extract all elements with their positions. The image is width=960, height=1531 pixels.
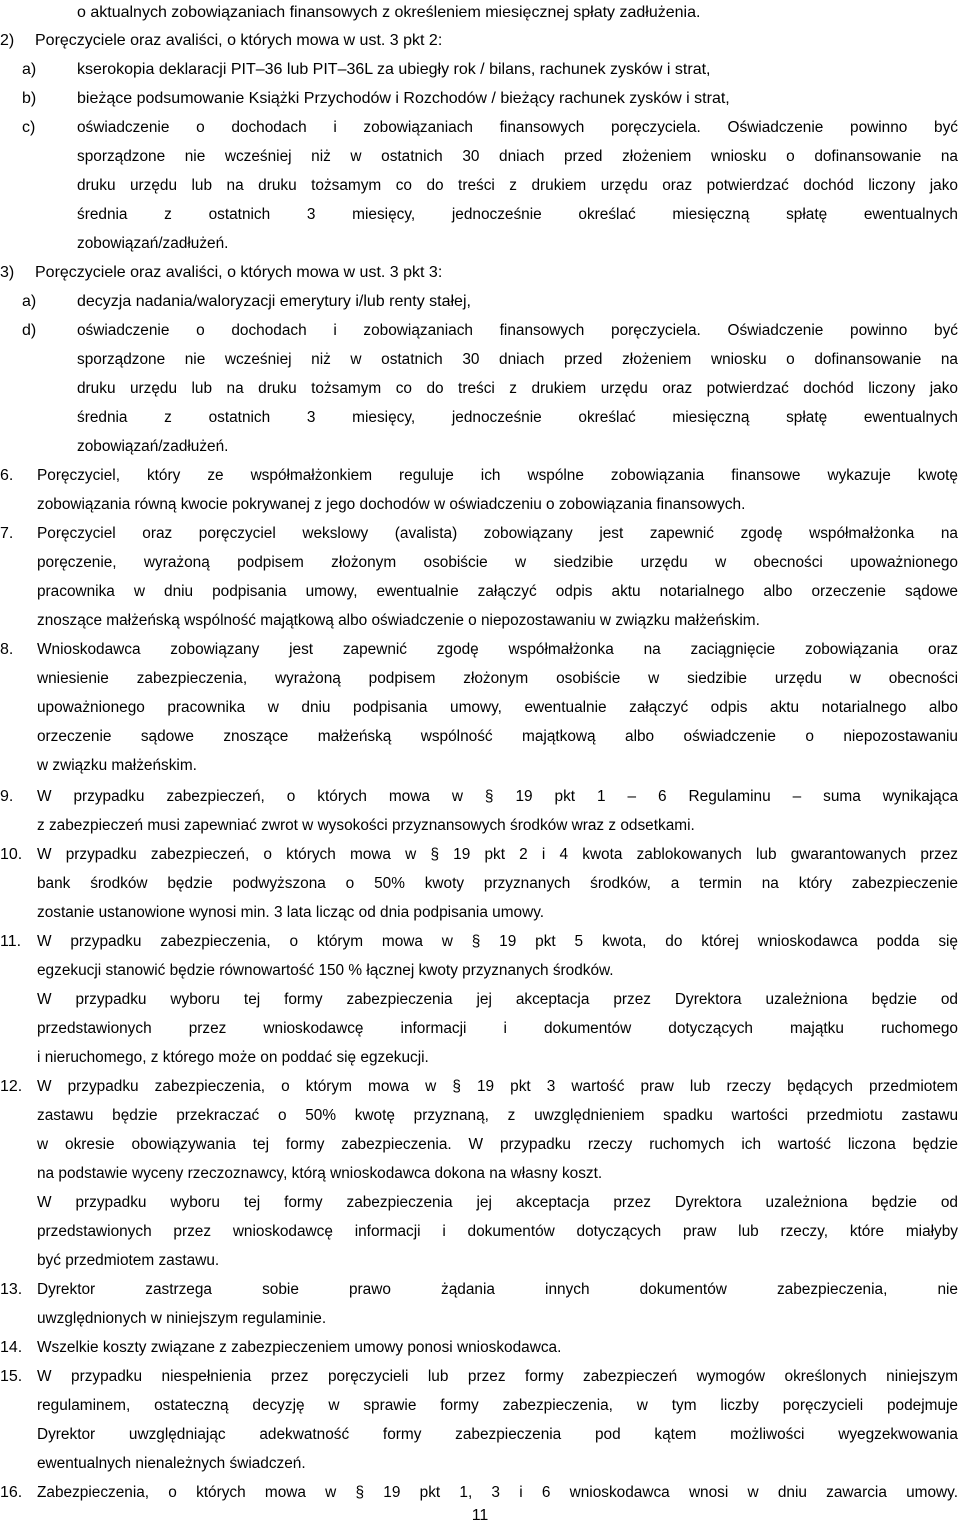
text-line: orzeczenie sądowe znoszące małżeńską wspólność majątkową albo oświadczenie o niepozostawaniu: [37, 728, 958, 745]
text-line: W przypadku wyboru tej formy zabezpieczenia jej akceptacja przez Dyrektora uzależniona będzie od: [37, 991, 958, 1008]
text-line: Dyrektor uwzględniając adekwatność formy zabezpieczenia pod kątem możliwości wyegzekwowania: [37, 1426, 958, 1443]
paragraph-text: [77, 287, 597, 316]
paragraph-text: [37, 840, 958, 927]
paragraph-text: [37, 519, 958, 635]
list-label: 9.: [0, 788, 14, 805]
list-label: b): [22, 90, 37, 107]
text-line: uwzględnionych w niniejszym regulaminie.: [37, 1310, 327, 1327]
list-label: a): [22, 293, 37, 310]
text-line: Poręczyciel, który ze współmałżonkiem reguluje ich wspólne zobowiązania finansowe wykazuje kwotę: [37, 467, 958, 484]
text-line: kserokopia deklaracji PIT–36 lub PIT–36L za ubiegły rok / bilans, rachunek zysków i strat,: [77, 61, 711, 78]
text-line: Poręczyciele oraz avaliści, o których mowa w ust. 3 pkt 3:: [35, 264, 443, 281]
page-number: 11: [471, 1507, 489, 1524]
paragraph-text: [77, 0, 807, 27]
text-line: zobowiązań/zadłużeń.: [77, 235, 229, 252]
text-line: regulaminem, ostateczną decyzję w sprawie formy zabezpieczenia, w tym liczby poręczycieli podejmuje: [37, 1397, 958, 1414]
list-label: 6.: [0, 467, 14, 484]
paragraph-text: [77, 316, 958, 461]
text-line: przedstawionych przez wnioskodawcę informacji i dokumentów dotyczących praw lub rzeczy, które miałyby: [37, 1223, 958, 1240]
text-line: pracownika w dniu podpisania umowy, ewentualnie załączyć odpis aktu notarialnego albo orzeczenie sądowe: [37, 583, 958, 600]
paragraph-text: [77, 84, 897, 113]
text-line: upoważnionego pracownika w dniu podpisania umowy, ewentualnie załączyć odpis aktu notarialnego albo: [37, 699, 958, 716]
list-label: 13.: [0, 1281, 23, 1298]
list-label: 8.: [0, 641, 14, 658]
list-label: 3): [0, 264, 15, 281]
paragraph-text: [77, 113, 958, 258]
text-line: zastawu będzie przekraczać o 50% kwotę przyznaną, z uwzględnieniem spadku wartości przedmiotu zastawu: [37, 1107, 958, 1124]
list-label: 16.: [0, 1484, 23, 1501]
list-label: 11.: [0, 933, 22, 950]
text-line: W przypadku wyboru tej formy zabezpieczenia jej akceptacja przez Dyrektora uzależniona będzie od: [37, 1194, 958, 1211]
text-line: egzekucji stanowić będzie równowartość 150 % łącznej kwoty przyznanych środków.: [37, 962, 614, 979]
text-line: być przedmiotem zastawu.: [37, 1252, 220, 1269]
text-line: W przypadku zabezpieczenia, o którym mowa w § 19 pkt 5 kwota, do której wnioskodawca podda się: [37, 933, 958, 950]
text-line: druku urzędu lub na druku tożsamym co do treści z drukiem urzędu oraz potwierdzać dochód liczony jako: [77, 380, 958, 397]
text-line: Zabezpieczenia, o których mowa w § 19 pkt 1, 3 i 6 wnioskodawca wnosi w dniu zawarcia umowy.: [37, 1484, 958, 1501]
text-line: i nieruchomego, z którego może on poddać się egzekucji.: [37, 1049, 429, 1066]
list-label: a): [22, 61, 37, 78]
paragraph-text: [37, 1072, 958, 1275]
paragraph-text: [37, 1333, 737, 1362]
text-line: poręczenie, wyrażoną podpisem złożonym osobiście w siedzibie urzędu w obecności upoważnionego: [37, 554, 958, 571]
text-line: o aktualnych zobowiązaniach finansowych z określeniem miesięcznej spłaty zadłużenia.: [77, 4, 701, 21]
paragraph-text: [37, 461, 958, 519]
text-line: Poręczyciel oraz poręczyciel wekslowy (avalista) zobowiązany jest zapewnić zgodę współmałżonka na: [37, 525, 958, 542]
text-line: zobowiązań/zadłużeń.: [77, 438, 229, 455]
list-label: 10.: [0, 846, 23, 863]
paragraph-text: [37, 635, 958, 780]
text-line: W przypadku zabezpieczenia, o którym mowa w § 19 pkt 3 wartość praw lub rzeczy będących przedmiotem: [37, 1078, 958, 1095]
text-line: w okresie obowiązywania tej formy zabezpieczenia. W przypadku rzeczy ruchomych ich wartość liczona będzie: [37, 1136, 958, 1153]
text-line: oświadczenie o dochodach i zobowiązaniach finansowych poręczyciela. Oświadczenie powinno być: [77, 322, 958, 339]
text-line: przedstawionych przez wnioskodawcę informacji i dokumentów dotyczących majątku ruchomego: [37, 1020, 958, 1037]
text-line: W przypadku niespełnienia przez poręczycieli lub przez formy zabezpieczeń wymogów określonych niniejszym: [37, 1368, 958, 1385]
text-line: decyzja nadania/waloryzacji emerytury i/lub renty stałej,: [77, 293, 471, 310]
text-line: Wszelkie koszty związane z zabezpieczeniem umowy ponosi wnioskodawca.: [37, 1339, 562, 1356]
list-label: 12.: [0, 1078, 23, 1095]
list-label: 15.: [0, 1368, 23, 1385]
paragraph-text: [37, 1362, 958, 1478]
text-line: zostanie ustanowione wynosi min. 3 lata licząc od dnia podpisania umowy.: [37, 904, 545, 921]
list-label: 2): [0, 32, 15, 49]
text-line: sporządzone nie wcześniej niż w ostatnich 30 dniach przed złożeniem wniosku o dofinansowanie na: [77, 148, 958, 165]
text-line: z zabezpieczeń musi zapewniać zwrot w wysokości przyznansowych środków wraz z odsetkami.: [37, 817, 695, 834]
paragraph-text: [37, 1275, 958, 1333]
paragraph-text: [37, 782, 958, 840]
text-line: na podstawie wyceny rzeczoznawcy, którą wnioskodawca dokona na własny koszt.: [37, 1165, 603, 1182]
text-line: w związku małżeńskim.: [37, 757, 197, 774]
text-line: Dyrektor zastrzega sobie prawo żądania innych dokumentów zabezpieczenia, nie: [37, 1281, 958, 1298]
text-line: W przypadku zabezpieczeń, o których mowa w § 19 pkt 1 – 6 Regulaminu – suma wynikająca: [37, 788, 958, 805]
text-line: ewentualnych nienależnych świadczeń.: [37, 1455, 306, 1472]
list-label: 7.: [0, 525, 14, 542]
paragraph-text: [35, 26, 535, 55]
text-line: zobowiązania równą kwocie pokrywanej z jego dochodów w oświadczeniu o zobowiązania finansowych.: [37, 496, 746, 513]
text-line: Wnioskodawca zobowiązany jest zapewnić zgodę współmałżonka na zaciągnięcie zobowiązania oraz: [37, 641, 958, 658]
text-line: znoszące małżeńską wspólność majątkową albo oświadczenie o niepozostawaniu w związku małżeńskim.: [37, 612, 760, 629]
paragraph-text: [37, 1478, 958, 1507]
text-line: druku urzędu lub na druku tożsamym co do treści z drukiem urzędu oraz potwierdzać dochód liczony jako: [77, 177, 958, 194]
paragraph-text: [77, 55, 877, 84]
list-label: 14.: [0, 1339, 23, 1356]
text-line: oświadczenie o dochodach i zobowiązaniach finansowych poręczyciela. Oświadczenie powinno być: [77, 119, 958, 136]
list-label: d): [22, 322, 37, 339]
text-line: wniesienie zabezpieczenia, wyrażoną podpisem złożonym osobiście w siedzibie urzędu w obecności: [37, 670, 958, 687]
text-line: sporządzone nie wcześniej niż w ostatnich 30 dniach przed złożeniem wniosku o dofinansowanie na: [77, 351, 958, 368]
paragraph-text: [35, 258, 555, 287]
text-line: średnia z ostatnich 3 miesięcy, jednocześnie określać miesięczną spłatę ewentualnych: [77, 409, 958, 426]
text-line: Poręczyciele oraz avaliści, o których mowa w ust. 3 pkt 2:: [35, 32, 443, 49]
text-line: bank środków będzie podwyższona o 50% kwoty przyznanych środków, a termin na który zabezpieczenie: [37, 875, 958, 892]
text-line: średnia z ostatnich 3 miesięcy, jednocześnie określać miesięczną spłatę ewentualnych: [77, 206, 958, 223]
text-line: bieżące podsumowanie Książki Przychodów i Rozchodów / bieżący rachunek zysków i strat,: [77, 90, 730, 107]
text-line: W przypadku zabezpieczeń, o których mowa w § 19 pkt 2 i 4 kwota zablokowanych lub gwarantowanych przez: [37, 846, 958, 863]
list-label: c): [22, 119, 36, 136]
paragraph-text: [37, 927, 958, 1072]
